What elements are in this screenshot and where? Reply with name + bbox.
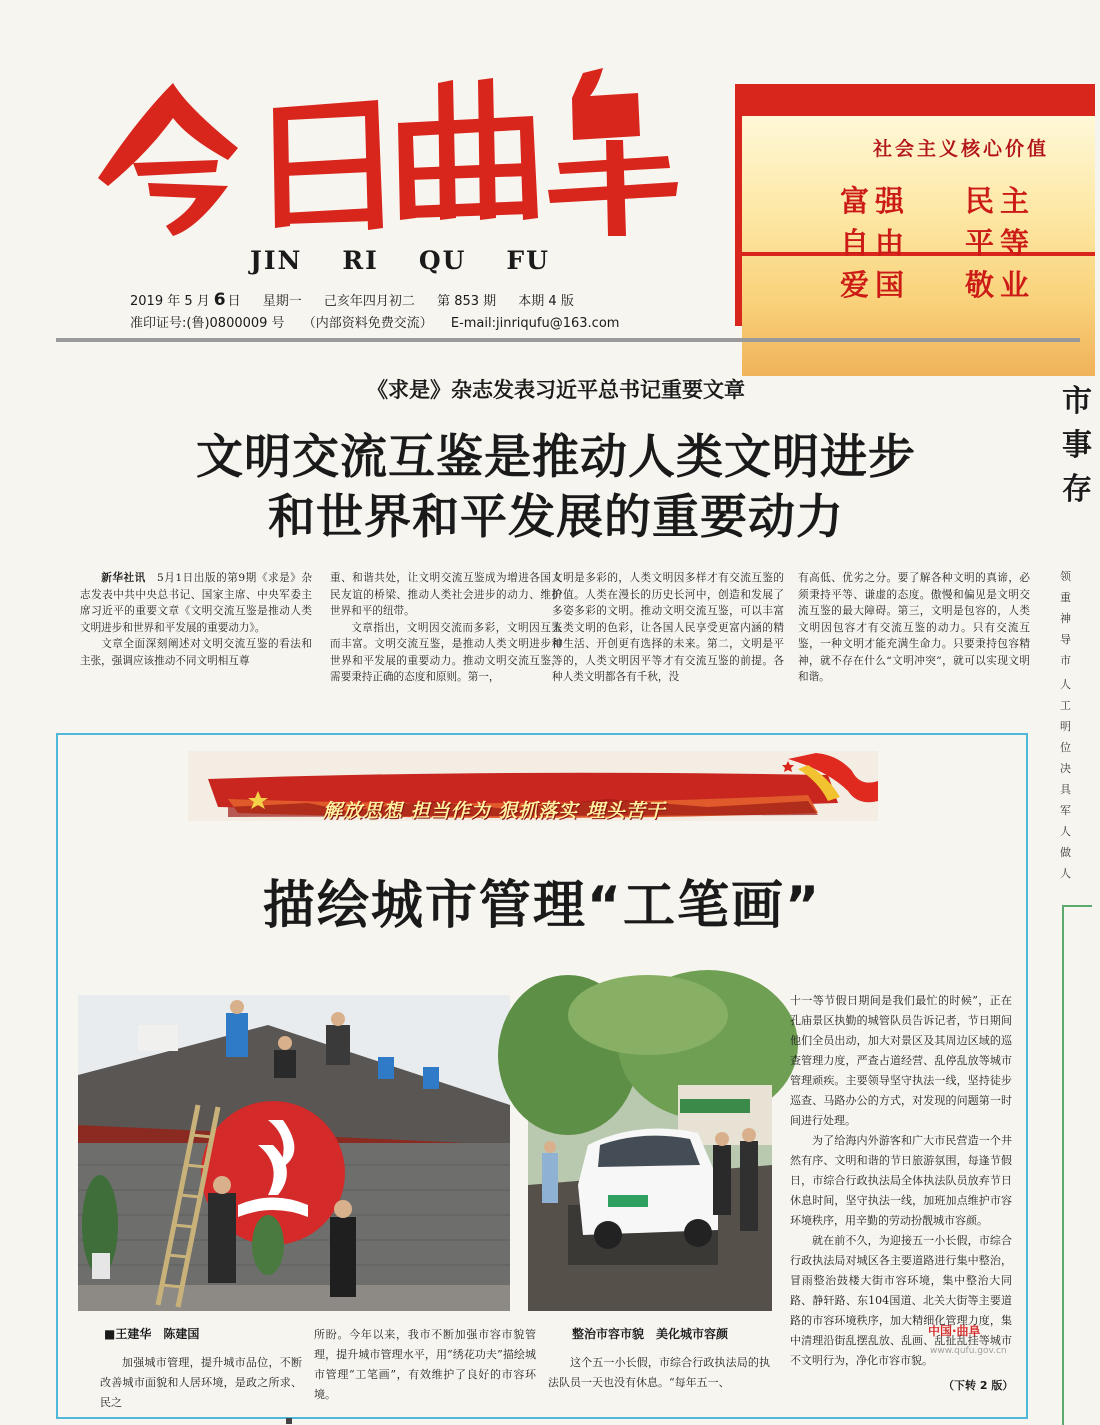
contact-email: E-mail:jinriqufu@163.com xyxy=(450,316,620,331)
edge-char: 具 xyxy=(1060,783,1071,796)
feature-col2-text: 所盼。今年以来，我市不断加强市容市貌管理，提升城市管理水平，用“绣花功夫”描绘城市管理“工笔画”，有效维护了良好的市容环境。 xyxy=(314,1328,536,1401)
masthead-title xyxy=(78,68,678,238)
edge-text-fragment xyxy=(1060,566,1090,671)
lead-column-1 xyxy=(80,570,312,702)
core-values-grid xyxy=(840,184,1100,302)
value-word: 平等 xyxy=(965,226,1036,260)
feature-col4-p3: 就在前不久，为迎接五一小长假，市综合行政执法局对城区各主要道路进行集中整治，冒雨整治鼓楼大街市容环境，集中整治大同路、静轩路、东104国道、北关大街等主要道路的市容环境秩序，加大精细化管理力度，集中清理沿街乱摆乱放、乱画、乱扯乱挂等城市不文明行为，净化市容市貌。 xyxy=(790,1234,1012,1367)
feature-col3-text: 这个五一小长假，市综合行政执法局的执法队员一天也没有休息。“每年五一、 xyxy=(548,1356,770,1389)
feature-column-1 xyxy=(100,1353,302,1409)
edge-char: 位 xyxy=(1060,741,1071,754)
pinyin-4: FU xyxy=(506,246,550,275)
masthead-pinyin xyxy=(250,246,550,275)
photo-credit: ■王建华 陈建国 xyxy=(104,1327,200,1341)
lead-col1-p1: 5月1日出版的第9期《求是》杂志发表中共中央总书记、国家主席、中央军委主席习近平的重要文章《文明交流互鉴是推动人类文明进步和世界和平发展的重要动力》。 xyxy=(80,572,313,634)
edge-text-fragment-2 xyxy=(1060,674,1090,884)
feature-column-3 xyxy=(548,1353,770,1397)
edge-head-char: 事 xyxy=(1062,428,1092,463)
lead-col4: 有高低、优劣之分。要了解各种文明的真谛，必须秉持平等、谦虚的态度。傲慢和偏见是文明交流互鉴的最大障碍。第三，文明是包容的，人类文明因包容才有交流互鉴的动力。只有交流互鉴，一种文明才能充满生命力。只要秉持包容精神，就不存在什么“文明冲突”，就可以实现文明和谐。 xyxy=(798,572,1030,683)
lead-headline-line1: 文明交流互鉴是推动人类文明进步 xyxy=(196,430,916,485)
feature-column-4 xyxy=(790,991,1012,1367)
value-word: 民主 xyxy=(965,184,1036,218)
feature-column-2 xyxy=(314,1325,536,1401)
edge-char: 工 xyxy=(1060,699,1071,712)
weekday: 星期一 xyxy=(262,294,302,309)
lead-column-3 xyxy=(552,570,784,702)
slogan-banner xyxy=(188,751,878,821)
lead-col2-p1: 重、和谐共处，让文明交流互鉴成为增进各国人民友谊的桥梁、推动人类社会进步的动力、维护世界和平的纽带。 xyxy=(330,572,562,617)
photo-caption: 整治市容市貌 美化城市容颜 xyxy=(571,1327,728,1341)
edge-box-fragment xyxy=(1062,905,1092,1425)
bottom-marker xyxy=(286,1418,292,1424)
pinyin-1: JIN xyxy=(250,246,303,275)
edge-char: 导 xyxy=(1060,633,1071,646)
date-day: 6 xyxy=(213,290,226,310)
lunar-date: 己亥年四月初二 xyxy=(323,294,415,309)
feature-col4-p1: 十一等节假日期间是我们最忙的时候”，正在孔庙景区执勤的城管队员告诉记者，节日期间他们全员出动，加大对景区及其周边区域的巡查管理力度，严查占道经营、乱停乱放等城市管理顽疾。主要领导坚守执法一线，坚持徒步巡查、马路办公的方式，对发现的问题第一时间进行处理。 xyxy=(790,994,1012,1127)
lead-col2-p2: 文章指出，文明因交流而多彩，文明因互鉴而丰富。文明交流互鉴，是推动人类文明进步和世界和平发展的重要动力。推动文明交流互鉴，需要秉持正确的态度和原则。第一， xyxy=(330,621,562,683)
masthead-dateline xyxy=(130,290,592,310)
value-word: 富强 xyxy=(840,184,911,218)
masthead-permit-line xyxy=(130,312,633,331)
core-values-title: 社会主义核心价值 xyxy=(873,138,1050,160)
lead-headline-line2: 和世界和平发展的重要动力 xyxy=(268,490,844,545)
edge-char: 人 xyxy=(1060,825,1071,838)
continued-on-page-2: （下转 2 版） xyxy=(943,1379,1014,1392)
edge-char: 人 xyxy=(1060,678,1071,691)
edge-headline-fragment xyxy=(1062,380,1092,512)
edge-head-char: 市 xyxy=(1062,384,1092,419)
value-word: 自由 xyxy=(840,226,911,260)
photo-tow-truck-image xyxy=(528,995,772,1311)
edge-char: 重 xyxy=(1060,591,1071,604)
lead-kicker: 《求是》杂志发表习近平总书记重要文章 xyxy=(367,378,745,402)
watermark-logo: 中国·曲阜 xyxy=(928,1324,981,1338)
issue-number: 第 853 期 xyxy=(437,294,497,309)
edge-char: 军 xyxy=(1060,804,1071,817)
photo-workers-sign-image xyxy=(78,995,510,1311)
lead-byline: 新华社讯 xyxy=(101,572,146,584)
edge-char: 人 xyxy=(1060,867,1071,880)
site-watermark xyxy=(928,1320,1028,1380)
edition-count: 本期 4 版 xyxy=(518,294,574,309)
lead-col3: 文明是多彩的，人类文明因多样才有交流互鉴的价值。人类在漫长的历史长河中，创造和发展了多姿多彩的文明。推动文明交流互鉴，可以丰富人类文明的色彩，让各国人民享受更富内涵的精神生活、开创更有选择的未来。第二，文明是平等的，人类文明因平等才有交流互鉴的前提。各种人类文明都各有千秋，没 xyxy=(552,572,784,683)
edge-char: 神 xyxy=(1060,612,1071,625)
feature-col4-p2: 为了给海内外游客和广大市民营造一个井然有序、文明和谐的节日旅游氛围，每逢节假日，市综合行政执法局全体执法队员放弃节日休息时间，坚守执法一线，加班加点维护市容环境秩序，用辛勤的劳动扮靓城市容颜。 xyxy=(790,1134,1012,1227)
masthead-rule xyxy=(56,338,1080,342)
feature-article-box xyxy=(56,733,1028,1419)
feature-headline: 描绘城市管理“工笔画” xyxy=(262,876,822,936)
permit-note: （内部资料免费交流） xyxy=(302,316,433,331)
permit-number: 准印证号:(鲁)0800009 号 xyxy=(130,316,285,331)
slogan-text: 解放思想 担当作为 狠抓落实 埋头苦干 xyxy=(323,800,666,822)
date-text: 2019 年 5 月 xyxy=(130,294,210,309)
edge-char: 做 xyxy=(1060,846,1071,859)
value-word: 敬业 xyxy=(965,268,1036,302)
photo-workers-sign xyxy=(78,995,510,1311)
edge-char: 市 xyxy=(1060,654,1071,667)
masthead-calligraphy-logo xyxy=(78,68,678,238)
pinyin-3: QU xyxy=(418,246,467,275)
lead-column-4 xyxy=(798,570,1030,702)
lead-col1-p2: 文章全面深刻阐述对文明交流互鉴的看法和主张，强调应该推动不同文明相互尊 xyxy=(80,638,312,667)
edge-char: 领 xyxy=(1060,570,1071,583)
lead-column-2 xyxy=(330,570,562,702)
edge-char: 决 xyxy=(1060,762,1071,775)
feature-col1-text: 加强城市管理，提升城市品位，不断改善城市面貌和人居环境，是政之所求、民之 xyxy=(100,1356,302,1409)
edge-head-char: 存 xyxy=(1062,472,1092,507)
watermark-url: www.qufu.gov.cn xyxy=(930,1346,1007,1356)
core-values-banner xyxy=(735,84,1095,326)
edge-char: 明 xyxy=(1060,720,1071,733)
pinyin-2: RI xyxy=(342,246,379,275)
value-word: 爱国 xyxy=(840,268,911,302)
date-day-suffix: 日 xyxy=(227,294,241,309)
photo-tow-truck xyxy=(528,995,772,1311)
lead-article-body xyxy=(56,570,1036,702)
